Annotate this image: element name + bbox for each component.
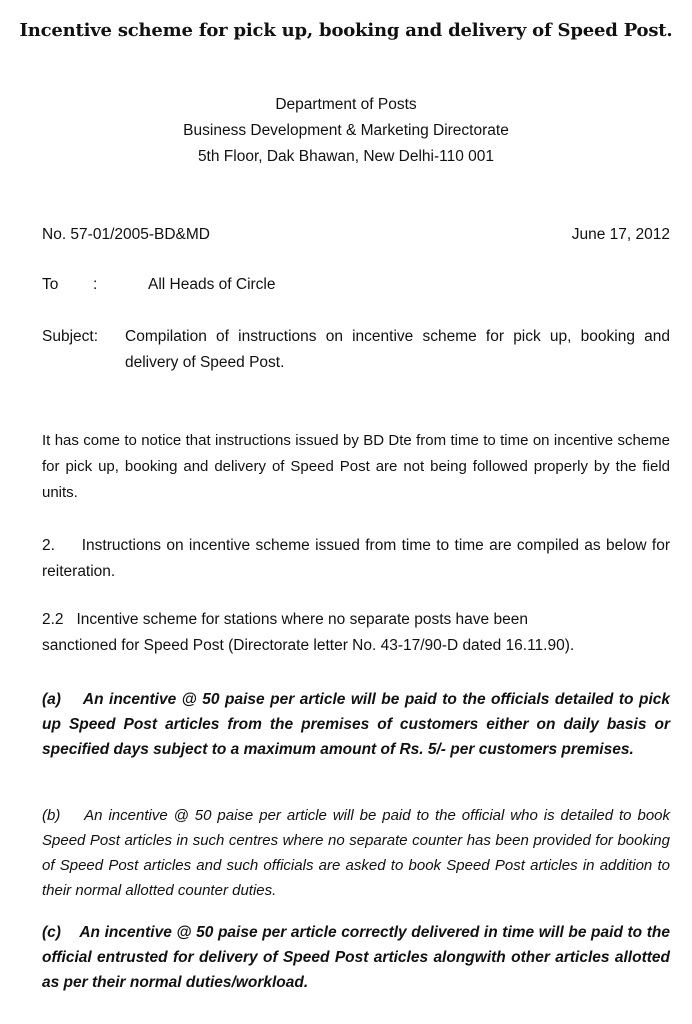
item-b [42, 803, 670, 903]
letter-date: June 17, 2012 [571, 226, 670, 243]
subject-line-1: Compilation of instructions on incentive scheme for pick up, booking and [125, 328, 670, 345]
paragraph-2-text: Instructions on incentive scheme issued from time to time are compiled as below for reiteration. [42, 537, 670, 580]
to-colon: : [93, 276, 98, 293]
to-label: To [42, 276, 59, 293]
office-address: 5th Floor, Dak Bhawan, New Delhi-110 001 [197, 148, 495, 165]
item-c-text: An incentive @ 50 paise per article correctly delivered in time will be paid to the official entrusted for delivery of Speed Post articles alongwith other articles allotted as per their normal duties/workload. [42, 924, 670, 991]
item-c-label: (c) [42, 924, 61, 941]
item-a-label: (a) [42, 691, 61, 708]
paragraph-2-2-line-1: 2.2 Incentive scheme for stations where no separate posts have been [42, 611, 528, 628]
item-c [42, 920, 670, 995]
item-a-text: An incentive @ 50 paise per article will be paid to the officials detailed to pick up Speed Post articles from the premises of customers either on daily basis or specified days subject to a maximum amount of Rs. 5/- per customers premises. [42, 691, 670, 758]
department-name: Department of Posts [275, 96, 417, 113]
item-b-text: An incentive @ 50 paise per article will be paid to the official who is detailed to book Speed Post articles in such centres where no separate counter has been provided for booking of Speed Post articles and such officials are asked to book Speed Post articles in addition to their normal allotted counter duties. [42, 807, 671, 899]
item-a [42, 687, 670, 762]
paragraph-2 [42, 533, 670, 585]
paragraph-2-2-line-2: sanctioned for Speed Post (Directorate letter No. 43-17/90-D dated 16.11.90). [42, 637, 575, 654]
directorate-name: Business Development & Marketing Directorate [183, 122, 509, 139]
reference-number: No. 57-01/2005-BD&MD [42, 226, 210, 243]
subject-label: Subject: [42, 328, 99, 345]
intro-paragraph: It has come to notice that instructions issued by BD Dte from time to time on incentive scheme for pick up, booking and delivery of Speed Post are not being followed properly by the field units. [42, 432, 670, 501]
paragraph-2-number: 2. [42, 537, 55, 554]
to-recipient: All Heads of Circle [148, 276, 276, 293]
document-title: Incentive scheme for pick up, booking and delivery of Speed Post. [19, 20, 673, 41]
subject-line-2: delivery of Speed Post. [125, 354, 285, 371]
item-b-label: (b) [42, 807, 61, 824]
